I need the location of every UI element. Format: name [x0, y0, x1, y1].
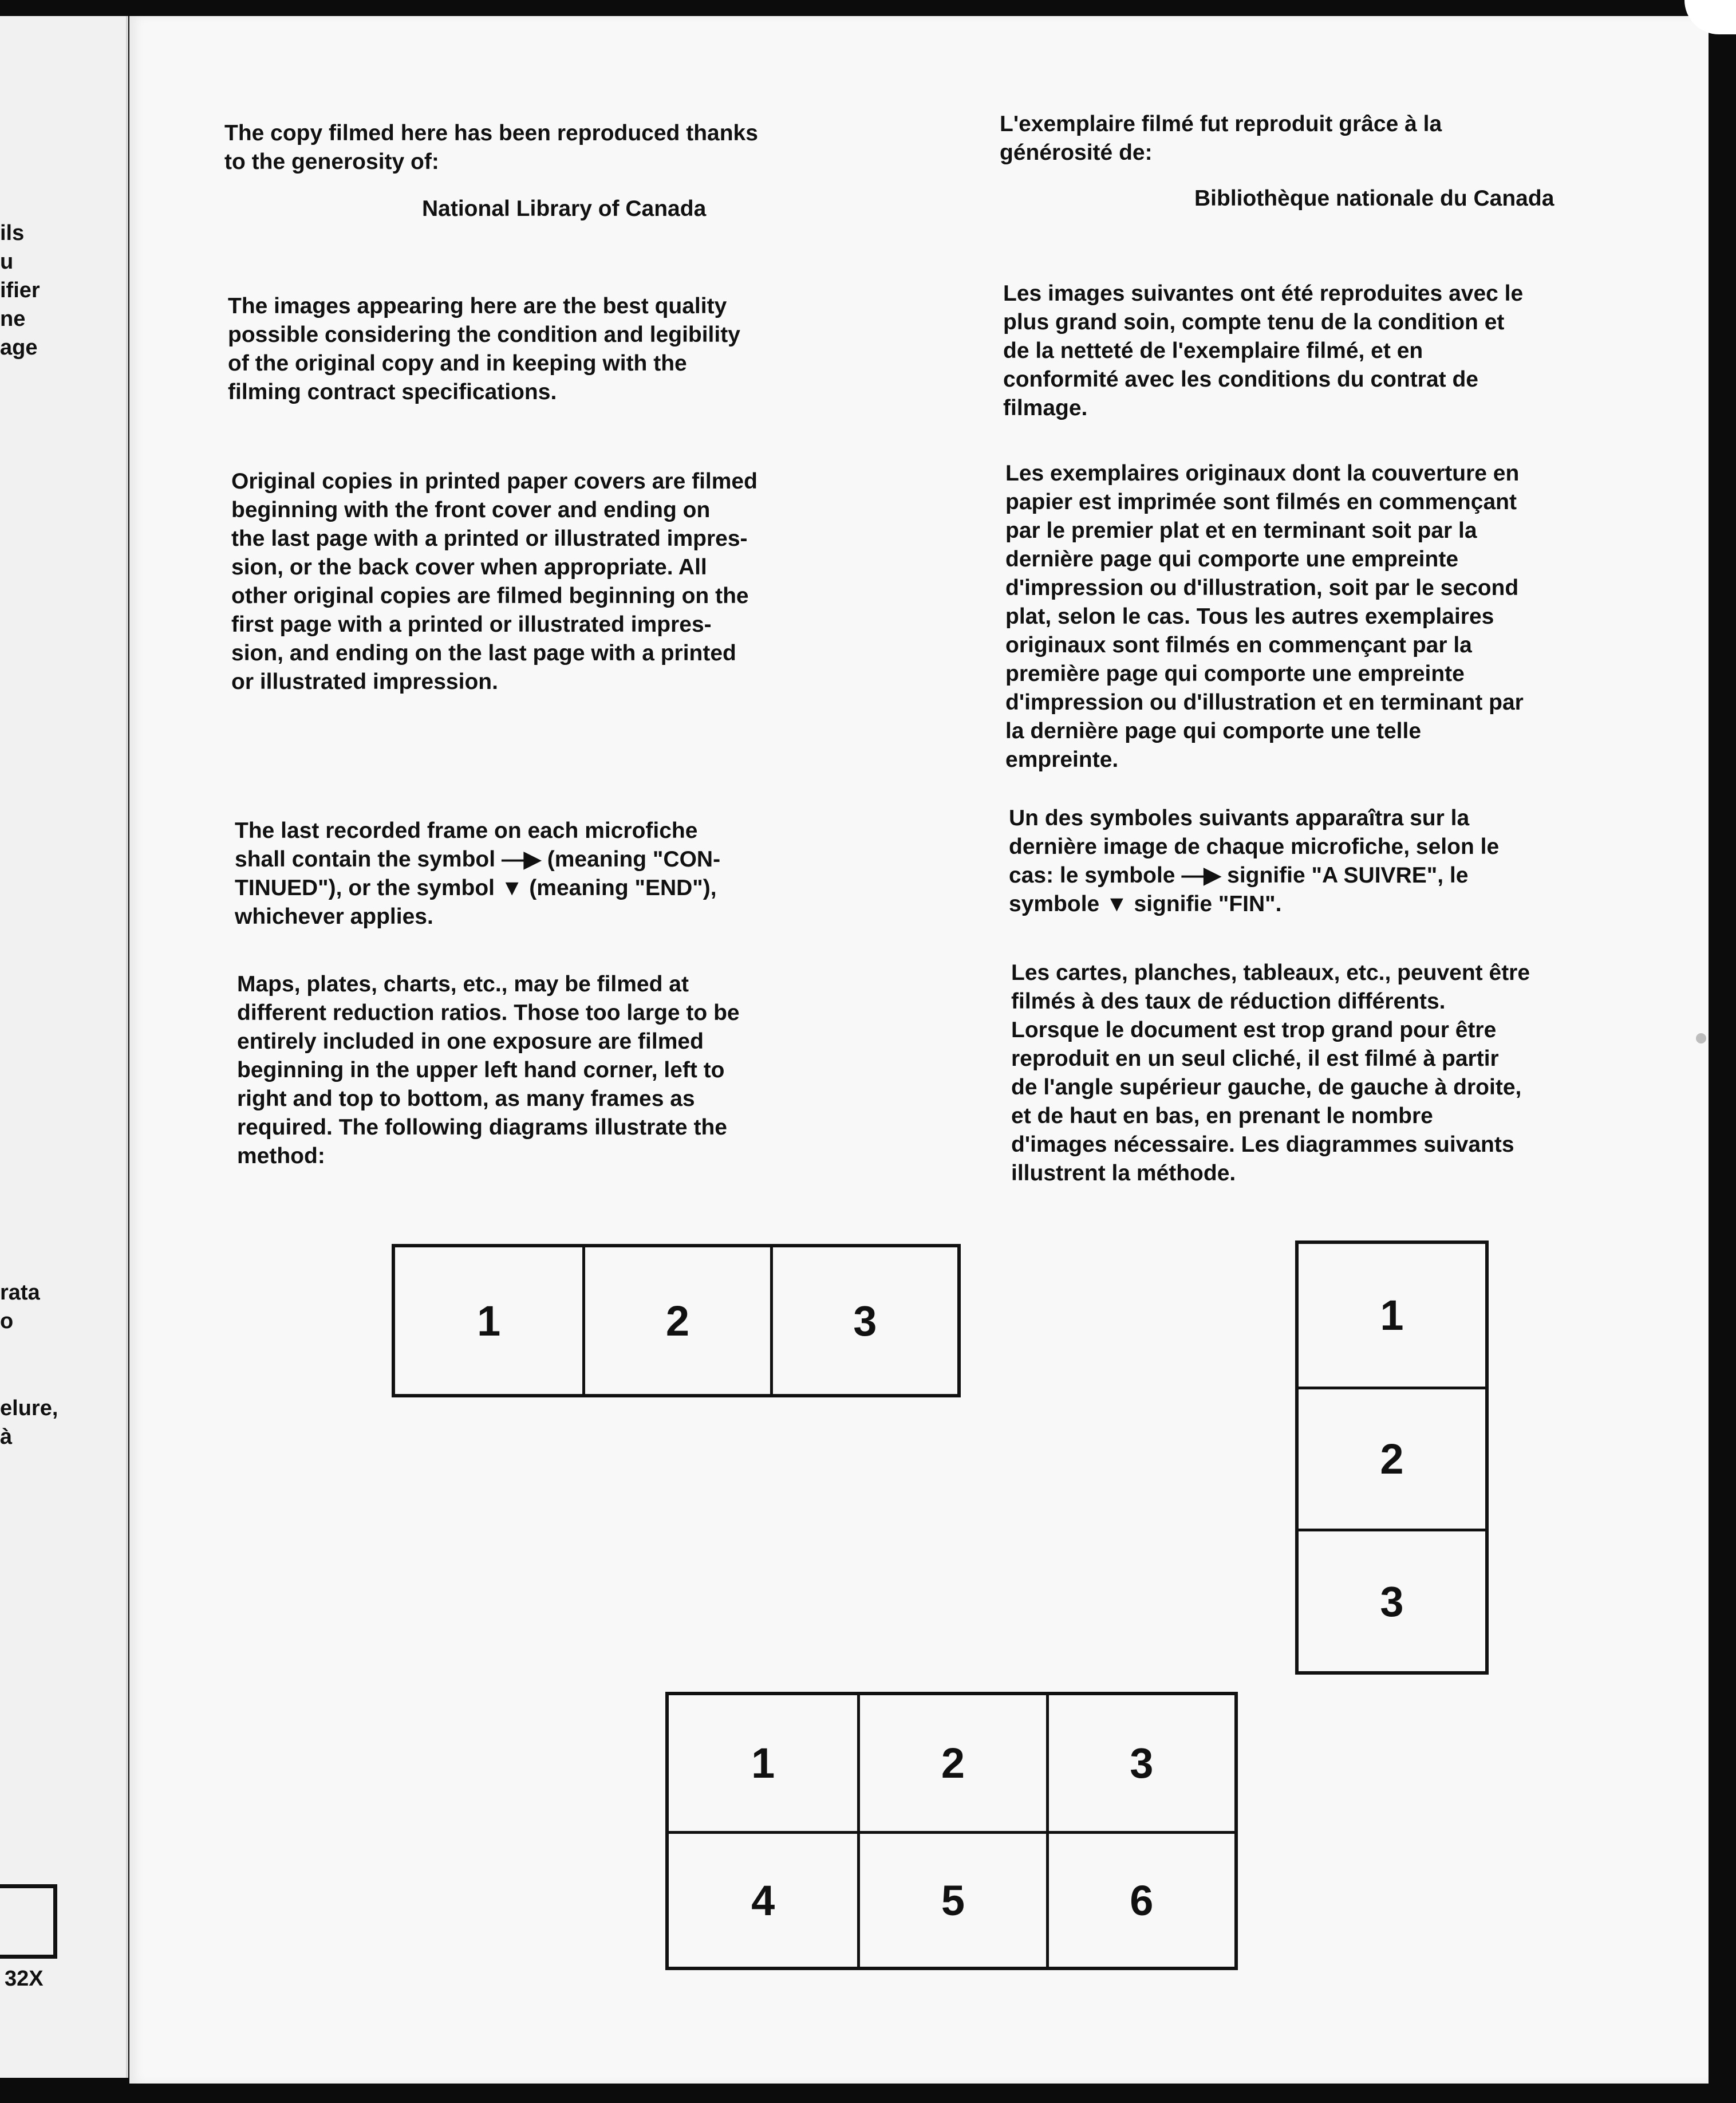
french-thanks	[1000, 110, 1442, 167]
text-line: première page qui comporte une empreinte	[1005, 661, 1465, 686]
text-line: dernière page qui comporte une empreinte	[1005, 547, 1459, 572]
text-line: possible considering the condition and legibility	[228, 322, 740, 347]
frame-cell: 6	[1046, 1831, 1234, 1967]
text-line: Lorsque le document est trop grand pour être	[1011, 1018, 1497, 1042]
frame-cell: 5	[857, 1831, 1045, 1967]
text-line: entirely included in one exposure are filmed	[237, 1029, 704, 1054]
diagram-horizontal-frames	[392, 1244, 961, 1397]
frame-cell: 2	[1299, 1387, 1485, 1529]
text-line: d'impression ou d'illustration et en terminant par	[1005, 690, 1524, 715]
text-line: Original copies in printed paper covers are filmed	[231, 469, 757, 494]
adjacent-page-fragment	[0, 16, 128, 2078]
text-line: Un des symboles suivants apparaîtra sur la	[1009, 806, 1470, 830]
text-line: beginning with the front cover and ending on	[231, 498, 711, 522]
main-page	[129, 16, 1709, 2084]
english-paragraph-quality	[228, 292, 740, 407]
text-line: other original copies are filmed beginning on the	[231, 584, 749, 608]
text-line: whichever applies.	[235, 904, 433, 929]
fragment-line: à	[0, 1425, 13, 1449]
text-line: générosité de:	[1000, 140, 1153, 165]
text-line: Maps, plates, charts, etc., may be filmed at	[237, 972, 689, 997]
text-line: to the generosity of:	[224, 149, 439, 174]
frame-cell: 3	[1299, 1529, 1485, 1671]
text-line: required. The following diagrams illustrate the	[237, 1115, 727, 1140]
text-line: TINUED"), or the symbol ▼ (meaning "END"),	[235, 876, 717, 900]
text-line: right and top to bottom, as many frames as	[237, 1086, 695, 1111]
fragment-line: u	[0, 250, 14, 274]
text-line: sion, or the back cover when appropriate. All	[231, 555, 707, 580]
fragment-line: age	[0, 336, 38, 360]
text-line: The last recorded frame on each microfiche	[235, 818, 698, 843]
text-line: shall contain the symbol —▶ (meaning "CON-	[235, 847, 721, 872]
frame-cell: 2	[582, 1247, 770, 1394]
english-thanks	[224, 119, 758, 176]
fragment-line: o	[0, 1309, 14, 1333]
text-line: plat, selon le cas. Tous les autres exemplaires	[1005, 604, 1494, 629]
text-line: L'exemplaire filmé fut reproduit grâce à la	[1000, 112, 1442, 136]
text-line: dernière image de chaque microfiche, selon le	[1009, 834, 1500, 859]
fragment-line: ifier	[0, 278, 40, 302]
fragment-line: ne	[0, 307, 26, 331]
text-line: plus grand soin, compte tenu de la condition et	[1003, 310, 1505, 334]
fragment-line: rata	[0, 1281, 40, 1305]
frame-cell: 1	[1380, 1291, 1404, 1339]
text-line: originaux sont filmés en commençant par la	[1005, 633, 1472, 657]
text-line: The images appearing here are the best quality	[228, 294, 727, 318]
text-line: d'images nécessaire. Les diagrammes suivants	[1011, 1132, 1514, 1157]
text-line: Les exemplaires originaux dont la couverture en	[1005, 461, 1520, 486]
french-paragraph-symbols	[1009, 804, 1499, 919]
frame-cell: 1	[751, 1739, 775, 1787]
text-line: The copy filmed here has been reproduced thanks	[224, 121, 758, 145]
text-line: de la netteté de l'exemplaire filmé, et en	[1003, 338, 1423, 363]
text-line: first page with a printed or illustrated impres-	[231, 612, 712, 637]
english-library-name: National Library of Canada	[422, 196, 707, 221]
scan-blemish	[1696, 1033, 1706, 1043]
frame-cell: 4	[669, 1831, 857, 1967]
text-line: et de haut en bas, en prenant le nombre	[1011, 1104, 1433, 1128]
text-line: conformité avec les conditions du contrat de	[1003, 367, 1478, 392]
frame-cell: 1	[477, 1297, 501, 1345]
frame-cell: 3	[1046, 1695, 1234, 1831]
french-paragraph-covers	[1005, 459, 1524, 774]
text-line: symbole ▼ signifie "FIN".	[1009, 892, 1282, 916]
text-line: Les images suivantes ont été reproduites avec le	[1003, 281, 1524, 306]
text-line: or illustrated impression.	[231, 670, 498, 694]
text-line: illustrent la méthode.	[1011, 1161, 1236, 1186]
text-line: filmés à des taux de réduction différents.	[1011, 989, 1446, 1014]
text-line: sion, and ending on the last page with a printed	[231, 641, 736, 665]
text-line: papier est imprimée sont filmés en commençant	[1005, 490, 1517, 514]
text-line: reproduit en un seul cliché, il est filmé à partir	[1011, 1046, 1499, 1071]
text-line: Les cartes, planches, tableaux, etc., peuvent être	[1011, 960, 1530, 985]
text-line: la dernière page qui comporte une telle	[1005, 719, 1422, 743]
text-line: filming contract specifications.	[228, 380, 557, 404]
frame-cell: 2	[857, 1695, 1045, 1831]
english-paragraph-symbols	[235, 817, 720, 931]
french-library-name: Bibliothèque nationale du Canada	[1194, 186, 1554, 211]
fragment-box	[0, 1884, 57, 1959]
text-line: par le premier plat et en terminant soit par la	[1005, 518, 1477, 543]
diagram-grid-frames	[665, 1692, 1238, 1970]
text-line: method:	[237, 1144, 325, 1168]
fragment-label: 32X	[5, 1967, 44, 1991]
text-line: different reduction ratios. Those too large to be	[237, 1001, 740, 1025]
text-line: filmage.	[1003, 396, 1088, 420]
french-paragraph-maps	[1011, 959, 1530, 1188]
text-line: cas: le symbole —▶ signifie "A SUIVRE", le	[1009, 863, 1469, 888]
diagram-vertical-frames	[1295, 1240, 1489, 1675]
french-paragraph-quality	[1003, 279, 1523, 423]
text-line: of the original copy and in keeping with the	[228, 351, 687, 376]
text-line: empreinte.	[1005, 747, 1119, 772]
fragment-line: elure,	[0, 1396, 58, 1420]
text-line: beginning in the upper left hand corner, left to	[237, 1058, 725, 1082]
text-line: the last page with a printed or illustrated impres-	[231, 526, 748, 551]
text-line: d'impression ou d'illustration, soit par le second	[1005, 576, 1519, 600]
text-line: de l'angle supérieur gauche, de gauche à droite,	[1011, 1075, 1522, 1100]
frame-cell: 3	[770, 1247, 957, 1394]
english-paragraph-covers	[231, 467, 757, 696]
english-paragraph-maps	[237, 970, 740, 1171]
fragment-line: ils	[0, 221, 25, 245]
